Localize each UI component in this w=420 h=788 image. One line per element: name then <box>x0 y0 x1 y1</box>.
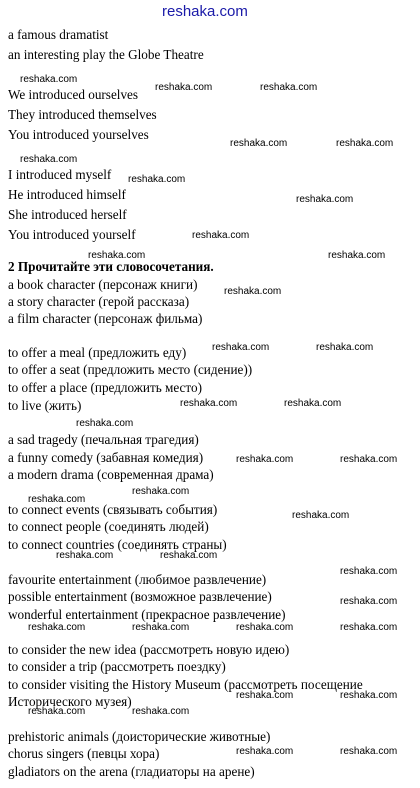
watermark: reshaka.com <box>236 746 294 757</box>
text-line: gladiators on the arena (гладиаторы на арене) <box>8 764 255 779</box>
watermark: reshaka.com <box>20 74 78 85</box>
text-line: to consider a trip (рассмотреть поездку) <box>8 659 226 674</box>
text-line: Исторического музея) <box>8 694 132 709</box>
text-line: You introduced yourselves <box>8 127 149 142</box>
text-line: wonderful entertainment (прекрасное развлечение) <box>8 607 286 622</box>
watermark: reshaka.com <box>328 250 386 261</box>
watermark: reshaka.com <box>340 690 398 701</box>
watermark: reshaka.com <box>20 154 78 165</box>
watermark: reshaka.com <box>56 550 114 561</box>
watermark: reshaka.com <box>128 174 186 185</box>
watermark: reshaka.com <box>28 494 86 505</box>
watermark: reshaka.com <box>296 194 354 205</box>
text-line: He introduced himself <box>8 187 126 202</box>
text-line: a funny comedy (забавная комедия) <box>8 450 204 465</box>
text-line: to connect events (связывать события) <box>8 502 218 517</box>
text-line: to offer a place (предложить место) <box>8 380 202 395</box>
watermark: reshaka.com <box>132 622 190 633</box>
watermark: reshaka.com <box>180 398 238 409</box>
watermark: reshaka.com <box>236 622 294 633</box>
text-line: She introduced herself <box>8 207 127 222</box>
watermark: reshaka.com <box>88 250 146 261</box>
watermark: reshaka.com <box>224 286 282 297</box>
text-line: to consider the new idea (рассмотреть новую идею) <box>8 642 290 657</box>
watermark: reshaka.com <box>292 510 350 521</box>
text-line: a famous dramatist <box>8 27 109 42</box>
text-line: They introduced themselves <box>8 107 157 122</box>
text-line: to connect people (соединять людей) <box>8 519 209 534</box>
text-line: a modern drama (современная драма) <box>8 467 214 482</box>
text-line: to live (жить) <box>8 398 82 413</box>
watermark: reshaka.com <box>76 418 134 429</box>
watermark: reshaka.com <box>230 138 288 149</box>
text-line: chorus singers (певцы хора) <box>8 746 160 761</box>
text-line: to consider visiting the History Museum (рассмотреть посещение <box>8 677 363 692</box>
watermark: reshaka.com <box>28 706 86 717</box>
watermark: reshaka.com <box>284 398 342 409</box>
text-line: to offer a seat (предложить место (сидение)) <box>8 362 253 377</box>
text-line: prehistoric animals (доисторические животные) <box>8 729 271 744</box>
section-heading: 2 Прочитайте эти словосочетания. <box>8 259 214 274</box>
watermark: reshaka.com <box>236 454 294 465</box>
text-line: a story character (герой рассказа) <box>8 294 190 309</box>
text-line: a book character (персонаж книги) <box>8 277 198 292</box>
watermark: reshaka.com <box>316 342 374 353</box>
watermark: reshaka.com <box>340 566 398 577</box>
watermark: reshaka.com <box>260 82 318 93</box>
watermark: reshaka.com <box>192 230 250 241</box>
text-line: to connect countries (соединять страны) <box>8 537 227 552</box>
text-line: to offer a meal (предложить еду) <box>8 345 187 360</box>
watermark: reshaka.com <box>336 138 394 149</box>
text-line: a film character (персонаж фильма) <box>8 311 203 326</box>
watermark: reshaka.com <box>132 706 190 717</box>
watermark: reshaka.com <box>340 746 398 757</box>
site-watermark-header: reshaka.com <box>162 3 248 20</box>
watermark: reshaka.com <box>212 342 270 353</box>
watermark: reshaka.com <box>236 690 294 701</box>
watermark: reshaka.com <box>160 550 218 561</box>
text-line: favourite entertainment (любимое развлечение) <box>8 572 267 587</box>
text-line: possible entertainment (возможное развлечение) <box>8 589 272 604</box>
watermark: reshaka.com <box>340 596 398 607</box>
watermark: reshaka.com <box>155 82 213 93</box>
text-line: We introduced ourselves <box>8 87 139 102</box>
watermark: reshaka.com <box>340 454 398 465</box>
text-line: I introduced myself <box>8 167 112 182</box>
text-line: an interesting play the Globe Theatre <box>8 47 204 62</box>
text-line: a sad tragedy (печальная трагедия) <box>8 432 199 447</box>
text-line: You introduced yourself <box>8 227 136 242</box>
watermark: reshaka.com <box>28 622 86 633</box>
watermark: reshaka.com <box>132 486 190 497</box>
watermark: reshaka.com <box>340 622 398 633</box>
